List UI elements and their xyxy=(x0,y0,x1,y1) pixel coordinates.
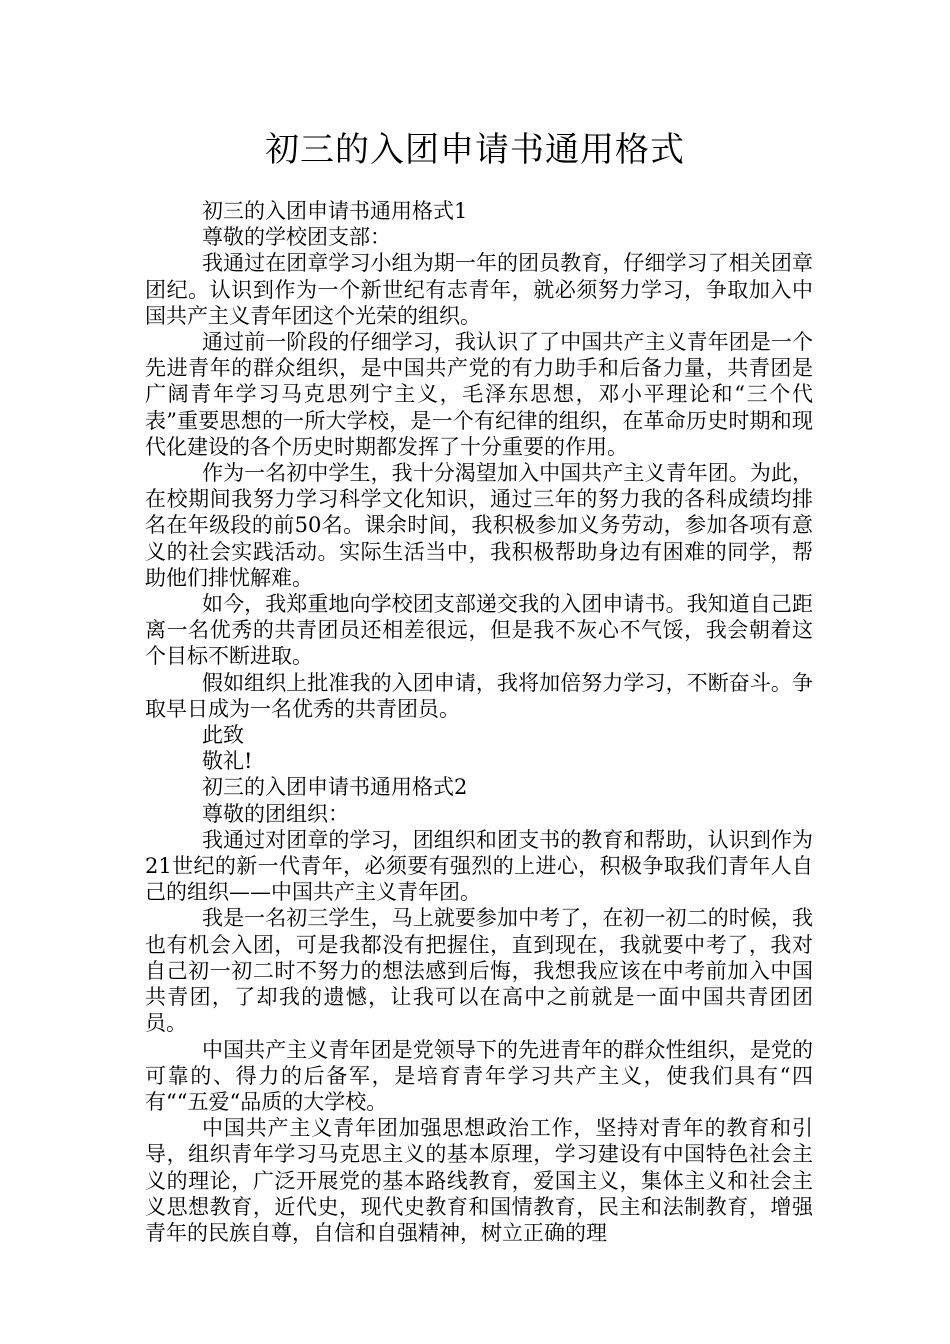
paragraph: 我是一名初三学生，马上就要参加中考了，在初一初二的时候，我也有机会入团，可是我都没有把握住，直到现在，我就要中考了，我对自己初一初二时不努力的想法感到后悔，我想我应该在中考前加入中国共青团，了却我的遗憾，让我可以在高中之前就是一面中国共青团团员。 xyxy=(145,906,813,1036)
salutation-2: 尊敬的团组织： xyxy=(202,801,349,826)
salutation-1: 尊敬的学校团支部： xyxy=(202,225,391,250)
section-heading-2: 初三的入团申请书通用格式2 xyxy=(202,775,468,800)
closing-line: 此致 xyxy=(202,723,244,748)
section-heading-1: 初三的入团申请书通用格式1 xyxy=(202,199,468,223)
paragraph: 我通过对团章的学习，团组织和团支书的教育和帮助，认识到作为21世纪的新一代青年，必须要有强烈的上进心，积极争取我们青年人自己的组织——中国共产主义青年团。 xyxy=(145,827,813,905)
paragraph: 假如组织上批准我的入团申请，我将加倍努力学习，不断奋斗。争取早日成为一名优秀的共青团员。 xyxy=(145,670,813,721)
paragraph: 作为一名初中学生，我十分渴望加入中国共产主义青年团。为此，在校期间我努力学习科学文化知识，通过三年的努力我的各科成绩均排名在年级段的前50名。课余时间，我积极参加义务劳动，参加各项有意义的社会实践活动。实际生活当中，我积极帮助身边有困难的同学，帮助他们排忧解难。 xyxy=(145,461,813,590)
paragraph: 如今，我郑重地向学校团支部递交我的入团申请书。我知道自己距离一名优秀的共青团员还相差很远，但是我不灰心不气馁，我会朝着这个目标不断进取。 xyxy=(145,592,813,669)
document-title: 初三的入团申请书通用格式 xyxy=(265,130,685,170)
document-body xyxy=(145,198,813,1246)
closing-salute: 敬礼! xyxy=(202,749,253,774)
paragraph: 通过前一阶段的仔细学习，我认识了了中国共产主义青年团是一个先进青年的群众组织，是中国共产党的有力助手和后备力量，共青团是广阔青年学习马克思列宁主义，毛泽东思想，邓小平理论和“三个代表”重要思想的一所大学校，是一个有纪律的组织，在革命历史时期和现代化建设的各个历史时期都发挥了十分重要的作用。 xyxy=(145,330,813,459)
paragraph: 中国共产主义青年团加强思想政治工作，坚持对青年的教育和引导，组织青年学习马克思主义的基本原理，学习建设有中国特色社会主义的理论，广泛开展党的基本路线教育，爱国主义，集体主义和社会主义思想教育，近代史，现代史教育和国情教育，民主和法制教育，增强青年的民族自尊，自信和自强精神，树立正确的理 xyxy=(145,1116,813,1245)
paragraph: 我通过在团章学习小组为期一年的团员教育，仔细学习了相关团章团纪。认识到作为一个新世纪有志青年，就必须努力学习，争取加入中国共产主义青年团这个光荣的组织。 xyxy=(145,251,813,328)
paragraph: 中国共产主义青年团是党领导下的先进青年的群众性组织，是党的可靠的、得力的后备军，是培育青年学习共产主义，使我们具有“四有““五爱“品质的大学校。 xyxy=(145,1037,813,1114)
